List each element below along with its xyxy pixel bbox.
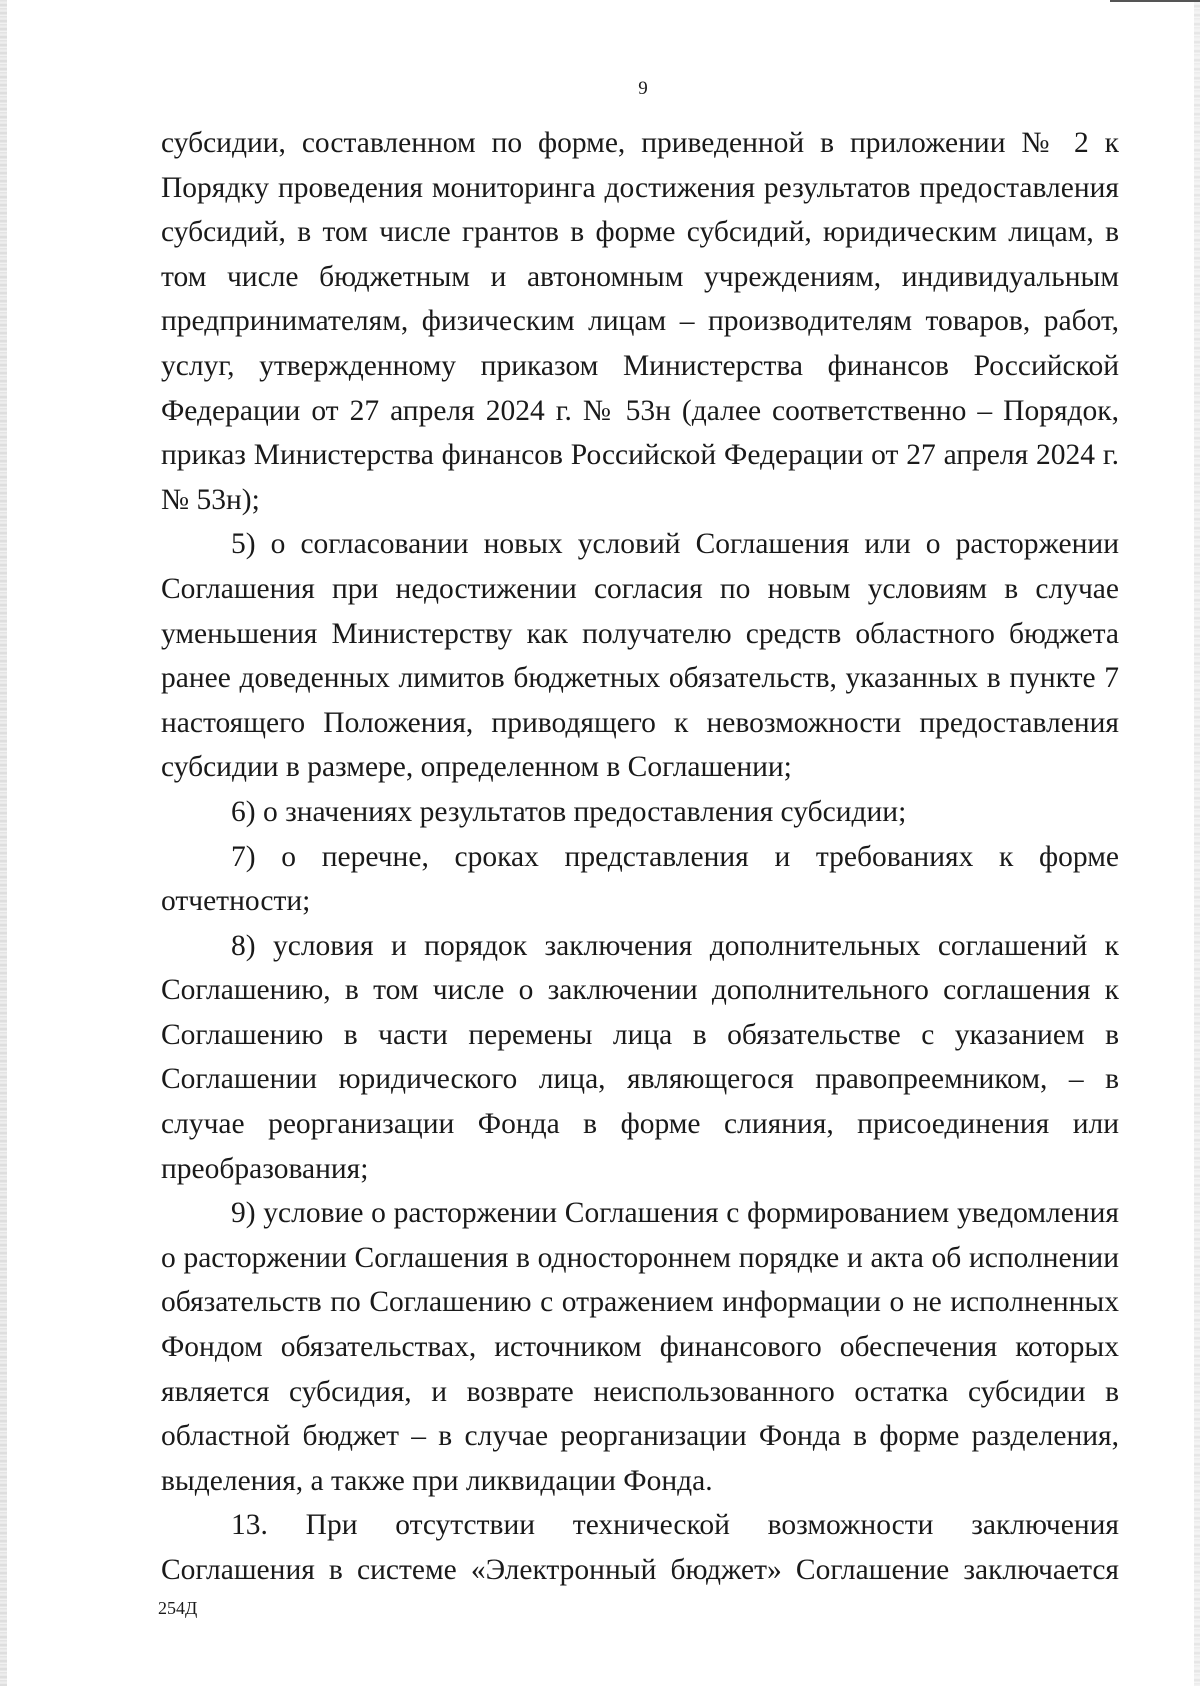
paragraph-item-7: 7) о перечне, сроках представления и требованиях к форме отчетности; (161, 840, 1119, 918)
paragraph-section-13: 13. При отсутствии технической возможности заключения Соглашения в системе «Электронный бюджет» Соглашение заключается (161, 1509, 1119, 1586)
paragraph-item-6: 6) о значениях результатов предоставления субсидии; (231, 795, 907, 828)
scan-edge-left (0, 0, 7, 1686)
footer-document-code: 254Д (158, 1598, 198, 1618)
paragraph-item-8: 8) условия и порядок заключения дополнительных соглашений к Соглашению, в том числе о заключении дополнительного соглашения к Соглашению в части перемены лица в обязательстве с указанием в Соглашении юридического лица, являющегося правопреемником, – в случае реорганизации Фонда в форме слияния, присоединения или преобразования; (161, 929, 1119, 1185)
paragraph-item-5: 5) о согласовании новых условий Соглашения или о расторжении Соглашения при недостижении согласия по новым условиям в случае уменьшения Министерству как получателю средств областного бюджета ранее доведенных лимитов бюджетных обязательств, указанных в пункте 7 настоящего Положения, приводящего к невозможности предоставления субсидии в размере, определенном в Соглашении; (161, 528, 1119, 784)
scan-edge-right (1194, 0, 1200, 1686)
scan-edge-top (1110, 0, 1200, 2)
page-number: 9 (638, 78, 648, 99)
paragraph-item-9: 9) условие о расторжении Соглашения с формированием уведомления о расторжении Соглашения в одностороннем порядке и акта об исполнении обязательств по Соглашению с отражением информации о не исполненных Фондом обязательствах, источником финансового обеспечения которых является субсидия, и возврате неиспользованного остатка субсидии в областной бюджет – в случае реорганизации Фонда в форме разделения, выделения, а также при ликвидации Фонда. (161, 1197, 1119, 1497)
paragraph-subsidy-report-continuation: субсидии, составленном по форме, приведенной в приложении № 2 к Порядку проведения мониторинга достижения результатов предоставления субсидий, в том числе грантов в форме субсидий, юридическим лицам, в том числе бюджетным и автономным учреждениям, индивидуальным предпринимателям, физическим лицам – производителям товаров, работ, услуг, утвержденному приказом Министерства финансов Российской Федерации от 27 апреля 2024 г. № 53н (далее соответственно – Порядок, приказ Министерства финансов Российской Федерации от 27 апреля 2024 г. № 53н); (161, 127, 1119, 516)
document-body (161, 121, 1119, 1593)
